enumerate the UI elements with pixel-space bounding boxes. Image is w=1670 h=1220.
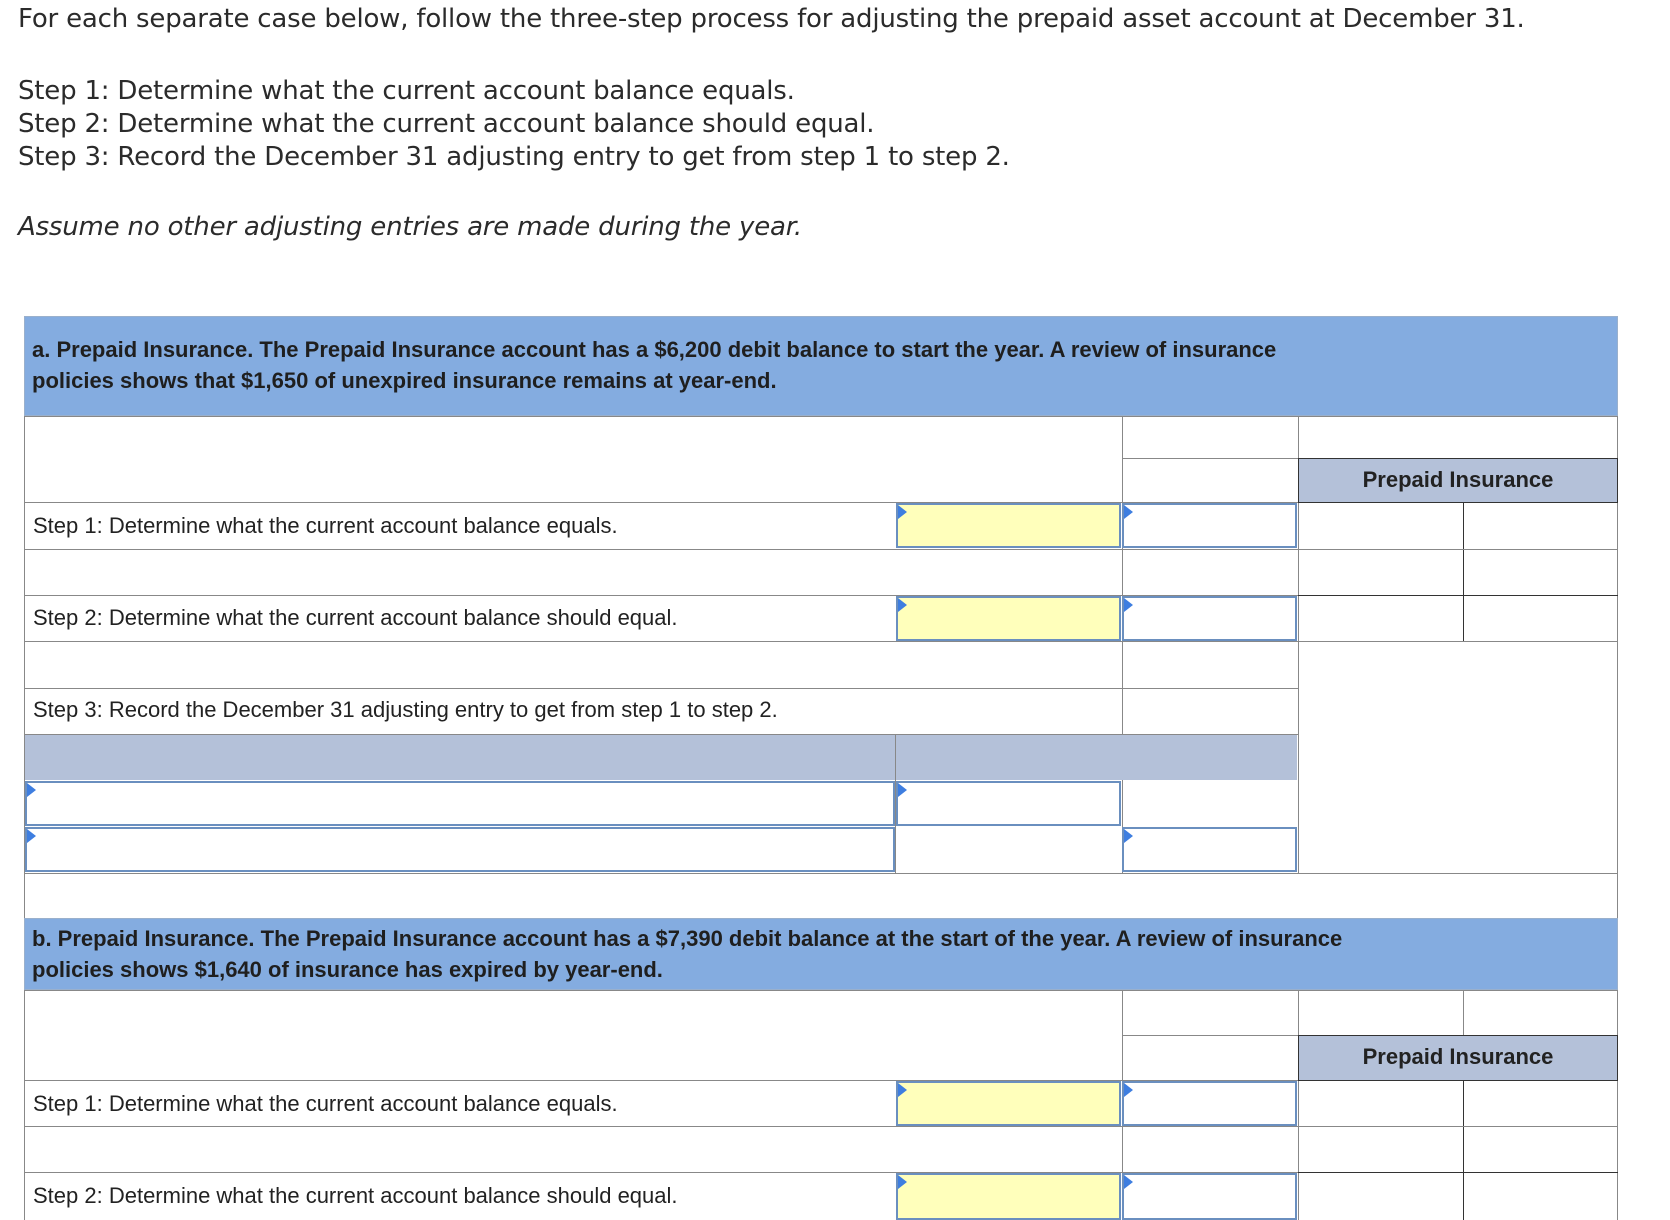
case-a-header-line1: a. Prepaid Insurance. The Prepaid Insurance account has a $6,200 debit balance to start the year. A review of insurance <box>32 337 1277 362</box>
case-b-step2-label: Step 2: Determine what the current account balance should equal. <box>33 1183 678 1208</box>
step2-instruction: Step 2: Determine what the current account balance should equal. <box>18 109 875 139</box>
case-a-step1-label: Step 1: Determine what the current account balance equals. <box>33 513 618 538</box>
grid-line <box>24 416 1618 417</box>
case-a-step1-account-select[interactable] <box>896 503 1121 548</box>
grid-line <box>24 990 1618 991</box>
case-a-journal-account-2[interactable] <box>25 827 895 872</box>
t-account-divider <box>1463 1080 1464 1220</box>
case-a-step1-amount-select[interactable] <box>1122 503 1297 548</box>
case-a-step3-label: Step 3: Record the December 31 adjusting entry to get from step 1 to step 2. <box>33 697 778 722</box>
dropdown-flag-icon <box>898 598 907 612</box>
case-a-header <box>24 316 1618 416</box>
step1-instruction: Step 1: Determine what the current account balance equals. <box>18 76 795 106</box>
case-a-step2-amount-select[interactable] <box>1122 596 1297 641</box>
grid-line <box>1122 1035 1298 1036</box>
grid-line <box>24 688 1298 689</box>
grid-line <box>24 990 25 1220</box>
dropdown-flag-icon <box>27 829 36 843</box>
dropdown-flag-icon <box>1124 505 1133 519</box>
dropdown-flag-icon <box>898 505 907 519</box>
case-b-step2-amount-select[interactable] <box>1122 1173 1297 1220</box>
grid-line <box>1122 458 1298 459</box>
instructions-text: For each separate case below, follow the three-step process for adjusting the prepaid asset account at December 31. <box>18 4 1525 34</box>
grid-line <box>1298 1172 1618 1173</box>
grid-line <box>1298 595 1618 596</box>
assumption-note: Assume no other adjusting entries are made during the year. <box>18 212 802 242</box>
grid-line <box>1122 416 1123 874</box>
case-a-step2-account-select[interactable] <box>896 596 1121 641</box>
dropdown-flag-icon <box>1124 598 1133 612</box>
journal-header-row <box>25 735 1297 780</box>
case-a-journal-debit-1[interactable] <box>896 781 1121 826</box>
grid-line <box>24 873 1618 874</box>
grid-line <box>1617 990 1618 1220</box>
grid-line <box>24 549 1618 550</box>
grid-line <box>24 873 25 919</box>
grid-line <box>24 641 1618 642</box>
dropdown-flag-icon <box>898 1083 907 1097</box>
case-a-journal-account-1[interactable] <box>25 781 895 826</box>
case-b-step1-account-select[interactable] <box>896 1081 1121 1126</box>
grid-line <box>1298 990 1299 1220</box>
case-b-t-account-title: Prepaid Insurance <box>1298 1035 1618 1081</box>
t-account-divider <box>1463 502 1464 642</box>
step3-instruction: Step 3: Record the December 31 adjusting entry to get from step 1 to step 2. <box>18 142 1010 172</box>
dropdown-flag-icon <box>898 783 907 797</box>
case-b-header <box>24 918 1618 990</box>
dropdown-flag-icon <box>27 783 36 797</box>
case-b-header-line2: policies shows $1,640 of insurance has expired by year-end. <box>32 957 663 982</box>
case-a-header-line2: policies shows that $1,650 of unexpired insurance remains at year-end. <box>32 368 777 393</box>
case-b-step1-amount-select[interactable] <box>1122 1081 1297 1126</box>
case-b-step1-label: Step 1: Determine what the current account balance equals. <box>33 1091 618 1116</box>
dropdown-flag-icon <box>898 1175 907 1189</box>
case-b-header-line1: b. Prepaid Insurance. The Prepaid Insurance account has a $7,390 debit balance at the start of the year. A review of insurance <box>32 926 1343 951</box>
dropdown-flag-icon <box>1124 1175 1133 1189</box>
case-a-step2-label: Step 2: Determine what the current account balance should equal. <box>33 605 678 630</box>
case-a-t-account-title: Prepaid Insurance <box>1298 458 1618 503</box>
grid-line <box>24 1126 1618 1127</box>
case-b-step2-account-select[interactable] <box>896 1173 1121 1220</box>
case-a-journal-credit-2[interactable] <box>1122 827 1297 872</box>
grid-line <box>1463 990 1464 1036</box>
grid-line <box>1617 873 1618 919</box>
dropdown-flag-icon <box>1124 1083 1133 1097</box>
dropdown-flag-icon <box>1124 829 1133 843</box>
